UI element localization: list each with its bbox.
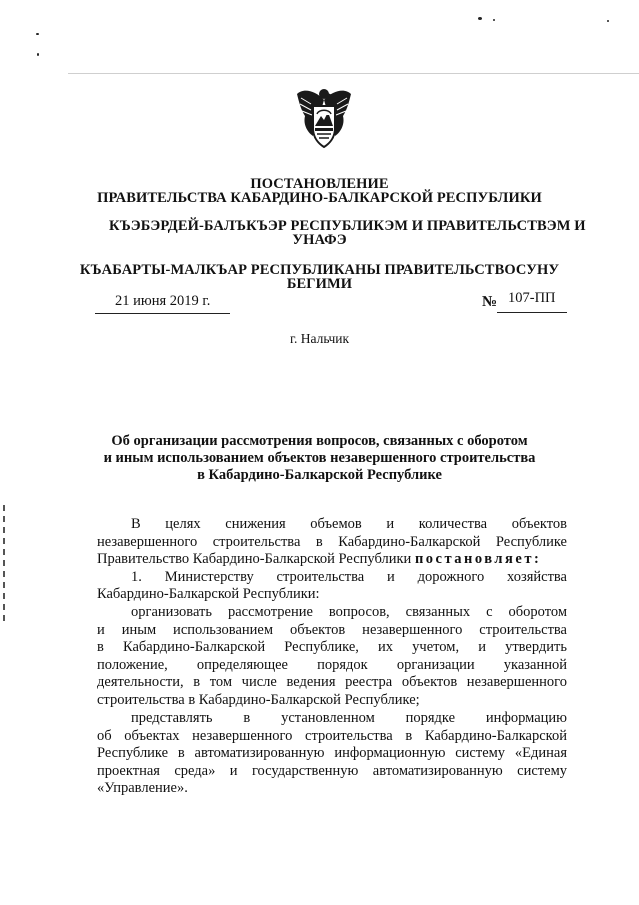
scan-speck bbox=[493, 19, 495, 21]
paragraph-4-line: Республике в автоматизированную информационную систему «Единая bbox=[97, 745, 567, 761]
government-heading-balkar-cont: БЕГИМИ bbox=[286, 276, 353, 292]
document-number: 107-ПП bbox=[508, 290, 556, 306]
paragraph-1-line: незавершенного строительства в Кабардино-Балкарской Республике bbox=[97, 534, 567, 550]
document-title-line-2: и иным использованием объектов незавершенного строительства bbox=[103, 450, 536, 466]
number-underline bbox=[497, 312, 567, 313]
government-heading-kabardian: КЪЭБЭРДЕЙ-БАЛЪКЪЭР РЕСПУБЛИКЭМ И ПРАВИТЕЛЬСТВЭМ И bbox=[109, 218, 586, 234]
paragraph-3-line: деятельности, в том числе ведения реестра объектов незавершенного bbox=[97, 674, 567, 690]
document-title-line-1: Об организации рассмотрения вопросов, связанных с оборотом bbox=[111, 433, 528, 449]
scan-speck bbox=[36, 33, 39, 35]
document-title-line-3: в Кабардино-Балкарской Республике bbox=[197, 467, 442, 483]
paragraph-4-line: об объектах незавершенного строительства в Кабардино-Балкарской bbox=[97, 728, 567, 744]
resolution-preamble: Правительство Кабардино-Балкарской Республики bbox=[97, 551, 415, 567]
coat-of-arms-emblem bbox=[295, 84, 353, 150]
scan-speck bbox=[478, 17, 482, 20]
paragraph-3-line: положение, определяющее порядок организации указанной bbox=[97, 657, 567, 673]
paragraph-2-line: Кабардино-Балкарской Республики: bbox=[97, 586, 320, 602]
city-name: г. Нальчик bbox=[289, 331, 350, 346]
paragraph-3-line: строительства в Кабардино-Балкарской Республике; bbox=[97, 692, 420, 708]
scan-top-rule bbox=[68, 73, 639, 74]
document-date: 21 июня 2019 г. bbox=[115, 293, 211, 309]
paragraph-3-line: и иным использованием объектов незавершенного строительства bbox=[97, 622, 567, 638]
doc-type-heading: ПОСТАНОВЛЕНИЕ bbox=[250, 176, 389, 192]
paragraph-3-line: организовать рассмотрение вопросов, связанных с оборотом bbox=[131, 604, 567, 620]
scan-speck bbox=[607, 20, 609, 22]
date-underline bbox=[95, 313, 230, 314]
paragraph-2-line: 1. Министерству строительства и дорожного хозяйства bbox=[131, 569, 567, 585]
paragraph-3-line: в Кабардино-Балкарской Республике, их учетом, и утвердить bbox=[97, 639, 567, 655]
scan-speck bbox=[37, 53, 39, 56]
government-heading-kabardian-cont: УНАФЭ bbox=[292, 232, 347, 248]
number-label: № bbox=[482, 294, 498, 310]
resolution-verb: постановляет: bbox=[414, 551, 542, 567]
paragraph-4-line: проектная среда» и государственную автоматизированную систему bbox=[97, 763, 567, 779]
scan-left-edge-marks bbox=[3, 505, 5, 625]
government-heading-ru: ПРАВИТЕЛЬСТВА КАБАРДИНО-БАЛКАРСКОЙ РЕСПУБЛИКИ bbox=[97, 190, 542, 206]
paragraph-1-line: В целях снижения объемов и количества объектов bbox=[131, 516, 567, 532]
paragraph-4-line: «Управление». bbox=[97, 780, 188, 796]
paragraph-1-line-resolution bbox=[97, 550, 567, 568]
government-heading-balkar: КЪАБАРТЫ-МАЛКЪАР РЕСПУБЛИКАНЫ ПРАВИТЕЛЬСТВОСУНУ bbox=[79, 262, 560, 278]
paragraph-4-line: представлять в установленном порядке информацию bbox=[131, 710, 567, 726]
